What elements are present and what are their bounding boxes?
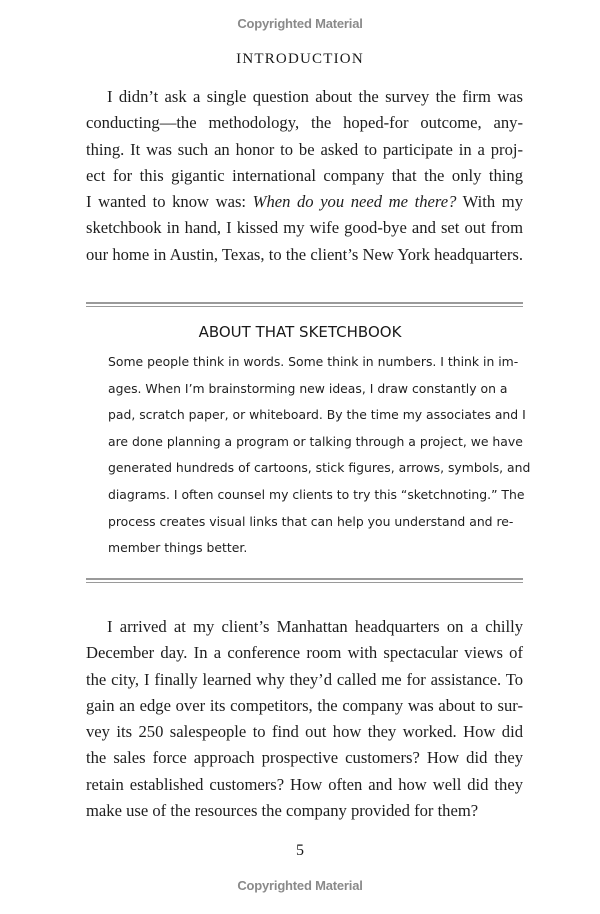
sidebar-line: ages. When I’m brainstorming new ideas, I draw constantly on a [108,380,508,396]
paragraph-line: December day. In a conference room with spectacular views of [86,643,523,663]
italic-question: When do you need me there? [252,192,457,212]
page-number: 5 [296,842,304,859]
sidebar-body [108,349,531,562]
paragraph-line: I arrived at my client’s Manhattan headquarters on a chilly [107,617,523,636]
paragraph-line: vey its 250 salespeople to find out how they worked. How did [86,722,523,742]
paragraph-line: I didn’t ask a single question about the survey the firm was [107,87,523,106]
sidebar-line: process creates visual links that can help you understand and re- [108,513,514,529]
body-paragraph-2 [86,614,523,824]
sidebar-line: member things better. [108,540,248,556]
sidebar-rule-top [86,302,523,307]
paragraph-line: the city, I finally learned why they’d called me for assistance. To [86,669,523,689]
line-text: I wanted to know was: [86,192,253,212]
sidebar-line: diagrams. I often counsel my clients to try this “sketchnoting.” The [108,486,525,502]
sidebar-title: ABOUT THAT SKETCHBOOK [198,323,402,341]
paragraph-line: retain established customers? How often and how well did they [86,774,523,794]
paragraph-line: conducting—the methodology, the hoped-for outcome, any- [86,113,523,133]
sidebar-line: generated hundreds of cartoons, stick figures, arrows, symbols, and [108,460,531,476]
copyright-watermark-top: Copyrighted Material [237,16,363,31]
line-text: With my [456,192,523,212]
paragraph-line: gain an edge over its competitors, the company was about to sur- [86,695,523,715]
sidebar-line: pad, scratch paper, or whiteboard. By the time my associates and I [108,407,526,423]
chapter-title: INTRODUCTION [236,51,364,67]
paragraph-line: ect for this gigantic international company that the only thing [86,165,523,185]
paragraph-line: the sales force approach prospective customers? How did they [86,748,523,768]
paragraph-line: sketchbook in hand, I kissed my wife good-bye and set out from [86,218,523,238]
sidebar-rule-bottom [86,578,523,583]
paragraph-line: our home in Austin, Texas, to the client’s New York headquarters. [86,244,523,264]
body-paragraph-1 [86,84,523,268]
paragraph-line-with-italic [86,189,523,215]
sidebar-line: are done planning a program or talking through a project, we have [108,433,523,449]
sidebar-line: Some people think in words. Some think in numbers. I think in im- [108,354,519,369]
copyright-watermark-bottom: Copyrighted Material [237,878,363,893]
paragraph-line: thing. It was such an honor to be asked to participate in a proj- [86,139,523,159]
paragraph-line: make use of the resources the company provided for them? [86,801,479,821]
